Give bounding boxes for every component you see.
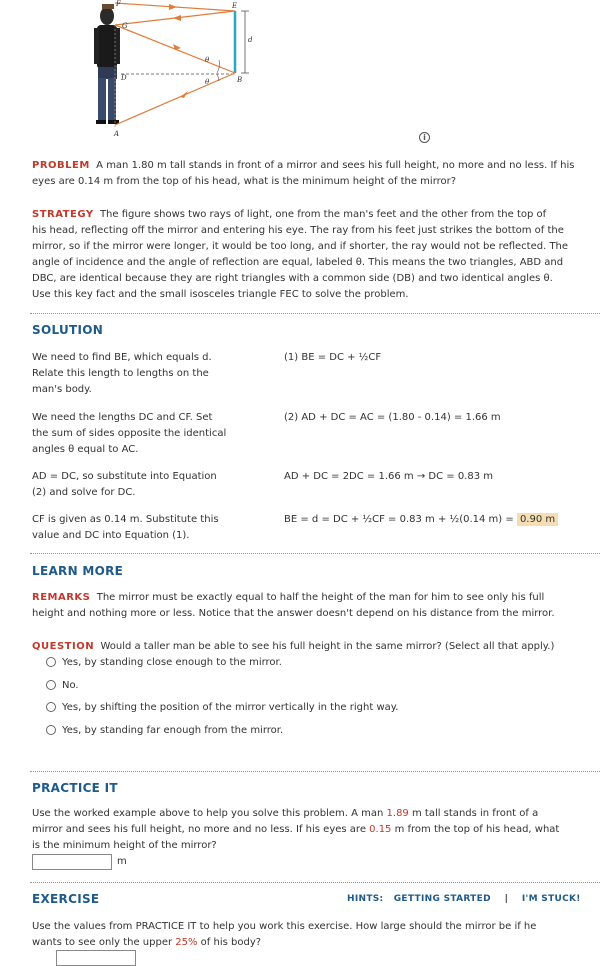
strategy-line: Use this key fact and the small isosceles triangle FEC to solve the problem. — [32, 289, 409, 300]
step-text: (2) and solve for DC. — [32, 487, 136, 498]
label-e: E — [232, 2, 238, 10]
option-label: Yes, by standing close enough to the mirror. — [62, 656, 282, 668]
label-b: B — [237, 76, 243, 84]
remarks-block — [32, 590, 600, 622]
problem-text: A man 1.80 m tall stands in front of a mirror and sees his full height, no more and no less. If his eyes are 0.14 m from the top of his head, what is the minimum height of the mirror? — [32, 160, 575, 187]
step-text: AD = DC, so substitute into Equation — [32, 471, 217, 482]
label-d: D — [121, 74, 127, 82]
solution-step-1-left — [32, 350, 242, 398]
practice-text: Use the worked example above to help you solve this problem. A man — [32, 808, 387, 819]
strategy-line: angle of incidence and the angle of reflection are equal, labeled θ. This means the two triangles, ABD and — [32, 257, 564, 268]
step-equation: BE = d = DC + ½CF = 0.83 m + ½(0.14 m) = — [284, 514, 514, 525]
checkbox[interactable] — [46, 680, 56, 690]
option-4[interactable] — [46, 723, 283, 737]
option-3[interactable] — [46, 700, 398, 714]
step-text: value and DC into Equation (1). — [32, 530, 190, 541]
option-2[interactable] — [46, 678, 79, 692]
exercise-text: Use the values from PRACTICE IT to help you work this exercise. How large should the mirror be if he — [32, 921, 537, 932]
divider — [30, 882, 600, 883]
checkbox[interactable] — [46, 725, 56, 735]
option-label: No. — [62, 679, 79, 691]
solution-step-3-left — [32, 469, 242, 501]
solution-title: SOLUTION — [32, 323, 104, 337]
solution-step-4-left — [32, 512, 242, 544]
answer-highlight: 0.90 m — [517, 513, 558, 526]
label-theta-1: θ — [205, 56, 210, 64]
option-label: Yes, by standing far enough from the mirror. — [62, 724, 284, 736]
remarks-text: height and nothing more or less. Notice that the answer doesn't depend on his distance from the mirror. — [32, 608, 555, 619]
hints-label: HINTS: — [347, 894, 384, 904]
practice-answer-input[interactable] — [32, 854, 112, 870]
problem-block — [32, 158, 600, 190]
practice-height: 1.89 — [386, 808, 409, 819]
exercise-text: of his body? — [197, 937, 262, 948]
exercise-block — [32, 919, 600, 951]
hint-im-stuck-link[interactable]: I'M STUCK! — [521, 894, 581, 904]
remarks-text: The mirror must be exactly equal to half the height of the man for him to see only his full — [96, 592, 545, 603]
checkbox[interactable] — [46, 702, 56, 712]
strategy-label: STRATEGY — [32, 209, 94, 220]
hints-bar — [347, 894, 581, 904]
exercise-title: EXERCISE — [32, 892, 100, 906]
solution-step-3-right: AD + DC = 2DC = 1.66 m → DC = 0.83 m — [284, 471, 494, 482]
practice-text: is the minimum height of the mirror? — [32, 840, 217, 851]
practice-title: PRACTICE IT — [32, 781, 118, 795]
practice-text: mirror and sees his full height, no more and no less. If his eyes are — [32, 824, 370, 835]
label-a: A — [114, 130, 120, 138]
hint-getting-started-link[interactable]: GETTING STARTED — [393, 894, 491, 904]
exercise-percent: 25% — [175, 937, 198, 948]
problem-label: PROBLEM — [32, 160, 90, 171]
strategy-line: his head, reflecting off the mirror and entering his eye. The ray from his feet just strikes the bottom of the — [32, 225, 564, 236]
mirror-figure — [85, 0, 260, 140]
label-f: F — [116, 0, 121, 8]
strategy-line: The figure shows two rays of light, one from the man's feet and the other from the top of — [99, 209, 547, 220]
remarks-label: REMARKS — [32, 592, 91, 603]
exercise-text: wants to see only the upper — [32, 937, 176, 948]
info-icon[interactable]: i — [419, 132, 430, 143]
step-text: man's body. — [32, 384, 92, 395]
divider — [30, 771, 600, 772]
learn-more-title: LEARN MORE — [32, 564, 124, 578]
strategy-line: mirror, so if the mirror were longer, it would be too long, and if shorter, the ray would not be reflected. The — [32, 241, 569, 252]
man-silhouette — [94, 4, 120, 124]
solution-step-2-right: (2) AD + DC = AC = (1.80 - 0.14) = 1.66 m — [284, 412, 501, 423]
hint-separator: | — [504, 894, 509, 904]
exercise-answer-input[interactable] — [56, 950, 136, 966]
solution-step-1-right: (1) BE = DC + ½CF — [284, 352, 382, 363]
label-g: G — [122, 22, 128, 30]
option-label: Yes, by shifting the position of the mirror vertically in the right way. — [62, 701, 399, 713]
divider — [30, 553, 600, 554]
practice-text: m from the top of his head, what — [391, 824, 560, 835]
strategy-line: DBC, are identical because they are right triangles with a common side (DB) and two identical angles θ. — [32, 273, 553, 284]
step-text: We need the lengths DC and CF. Set — [32, 412, 213, 423]
light-rays — [115, 2, 238, 125]
solution-step-2-left — [32, 410, 242, 458]
step-text: CF is given as 0.14 m. Substitute this — [32, 514, 219, 525]
label-theta-2: θ — [205, 78, 210, 86]
option-1[interactable] — [46, 655, 282, 669]
step-text: Relate this length to lengths on the — [32, 368, 209, 379]
question-text: Would a taller man be able to see his full height in the same mirror? (Select all that apply.) — [100, 641, 555, 652]
checkbox[interactable] — [46, 657, 56, 667]
step-text: angles θ equal to AC. — [32, 444, 139, 455]
label-d-dim: d — [248, 36, 253, 44]
step-text: the sum of sides opposite the identical — [32, 428, 227, 439]
strategy-block — [32, 207, 600, 303]
practice-unit: m — [117, 856, 127, 867]
practice-eyes: 0.15 — [369, 824, 392, 835]
practice-block — [32, 806, 600, 854]
question-block — [32, 639, 600, 655]
divider — [30, 313, 600, 314]
practice-text: m tall stands in front of a — [408, 808, 539, 819]
step-text: We need to find BE, which equals d. — [32, 352, 212, 363]
solution-step-4-right — [284, 512, 558, 528]
question-label: QUESTION — [32, 641, 95, 652]
